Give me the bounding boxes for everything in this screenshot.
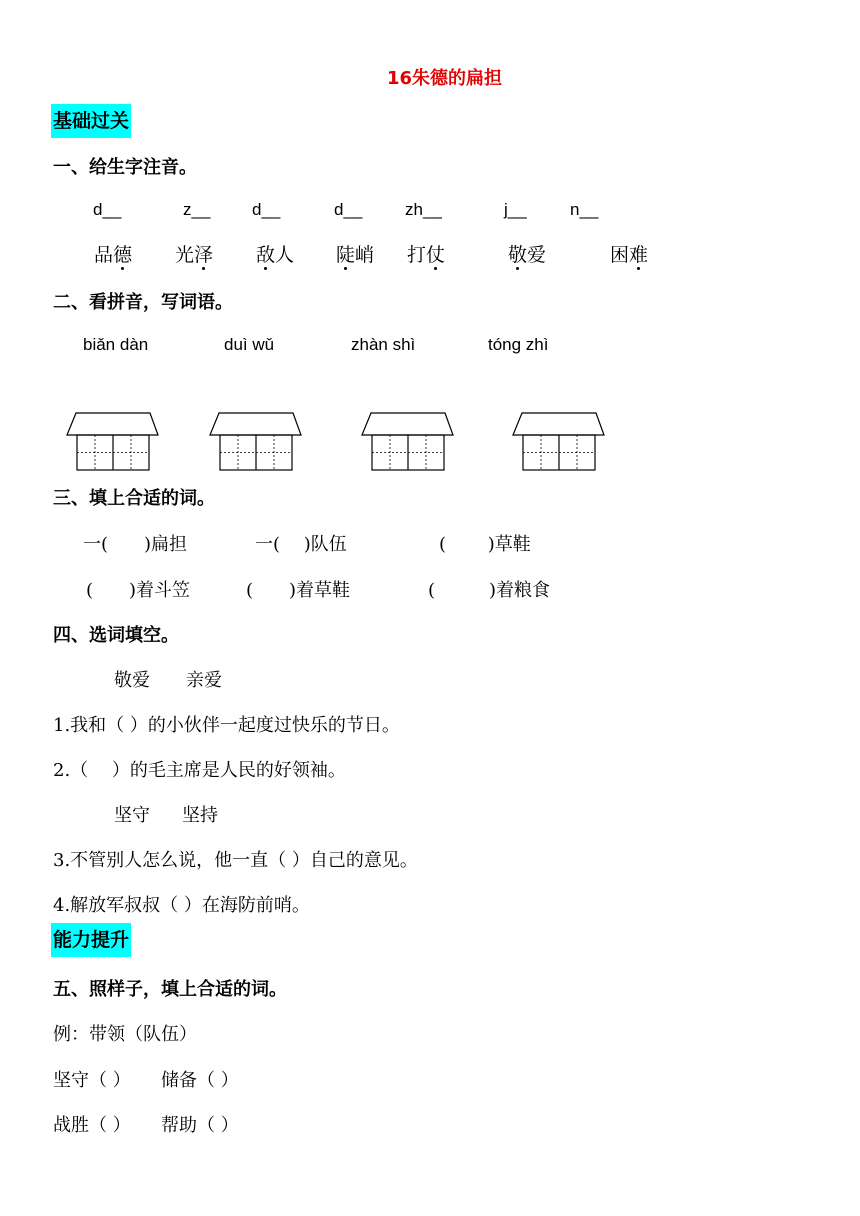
q2-pinyin: duì wǔ: [224, 335, 275, 354]
q3-item: ( )草鞋: [439, 534, 531, 555]
q4-heading: 四、选词填空。: [53, 625, 179, 646]
writing-grid-box[interactable]: [512, 412, 606, 474]
q3-item: 一( )队伍: [255, 534, 347, 555]
q1-heading: 一、给生字注音。: [53, 157, 197, 178]
q4-option: 坚持: [182, 805, 218, 826]
q1-prompt: j__: [504, 200, 527, 219]
q4-sentence: 3.不管别人怎么说，他一直（ ）自己的意见。: [53, 850, 418, 871]
page-title: 16朱德的扁担: [387, 68, 503, 89]
q5-item: 战胜（ ）: [53, 1115, 131, 1136]
q3-item: ( )着草鞋: [246, 580, 351, 601]
q4-sentence: 4.解放军叔叔（ ）在海防前哨。: [53, 895, 310, 916]
q5-item: 储备（ ）: [161, 1070, 239, 1091]
q2-pinyin: biǎn dàn: [83, 335, 149, 354]
q1-word: 光泽: [175, 240, 213, 267]
q5-item: 帮助（ ）: [161, 1115, 239, 1136]
q3-item: 一( )扁担: [83, 534, 188, 555]
q4-sentence: 1.我和（ ）的小伙伴一起度过快乐的节日。: [53, 715, 400, 736]
writing-grid-box[interactable]: [361, 412, 455, 474]
q1-word: 品德: [94, 240, 132, 267]
q4-option: 坚守: [114, 805, 150, 826]
q1-prompt: n__: [570, 200, 599, 219]
q1-prompt: d__: [93, 200, 122, 219]
q4-option: 亲爱: [186, 670, 222, 691]
q3-heading: 三、填上合适的词。: [53, 488, 215, 509]
q1-word: 敬爱: [508, 240, 546, 267]
section-tag-basic: 基础过关: [51, 104, 131, 138]
q1-word: 敌人: [256, 240, 294, 267]
q4-option: 敬爱: [114, 670, 150, 691]
q2-pinyin: tóng zhì: [488, 335, 549, 354]
q3-item: ( )着粮食: [428, 580, 551, 601]
q4-sentence: 2.（ ）的毛主席是人民的好领袖。: [53, 760, 346, 781]
writing-grid-box[interactable]: [209, 412, 303, 474]
q1-prompt: d__: [252, 200, 281, 219]
writing-grid-box[interactable]: [66, 412, 160, 474]
q3-item: ( )着斗笠: [86, 580, 191, 601]
q5-item: 坚守（ ）: [53, 1070, 131, 1091]
q2-heading: 二、看拼音，写词语。: [53, 292, 233, 313]
q5-heading: 五、照样子，填上合适的词。: [53, 979, 287, 1000]
q5-example: 例：带领（队伍）: [53, 1024, 197, 1045]
q1-prompt: d__: [334, 200, 363, 219]
q2-pinyin: zhàn shì: [351, 335, 416, 354]
q1-word: 困难: [610, 240, 648, 267]
q1-word: 打仗: [407, 240, 445, 267]
q1-prompt: zh__: [405, 200, 442, 219]
q1-word: 陡峭: [336, 240, 374, 267]
q1-prompt: z__: [183, 200, 211, 219]
section-tag-improve: 能力提升: [51, 923, 131, 957]
